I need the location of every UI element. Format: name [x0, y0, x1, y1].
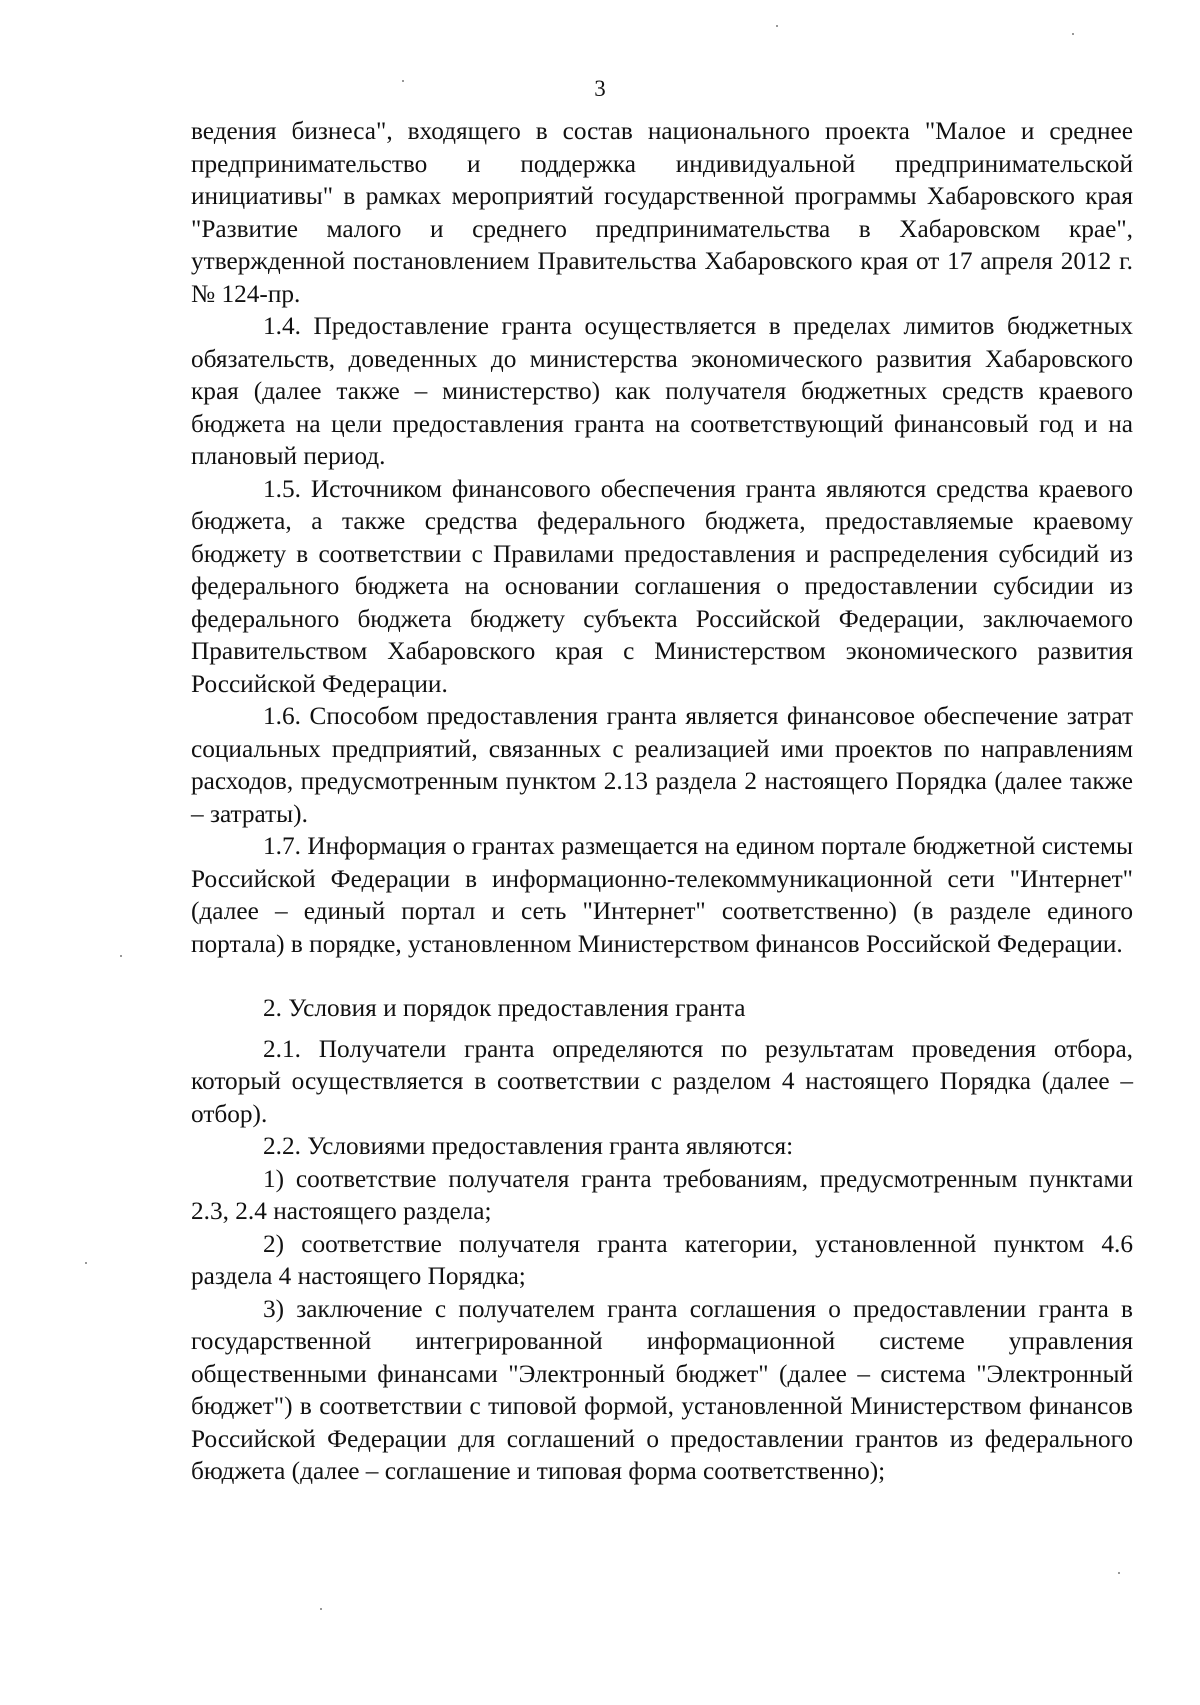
list-item-2: 2) соответствие получателя гранта категории, установленной пунктом 4.6 раздела 4 настоящего Порядка;: [191, 1229, 1133, 1290]
document-body: [191, 115, 1133, 1488]
paragraph-1-7: 1.7. Информация о грантах размещается на едином портале бюджетной системы Российской Федерации в информационно-телекоммуникационной сети "Интернет" (далее – единый портал и сеть "Интернет" соответственно) (в разделе единого портала) в порядке, установленном Министерством финансов Российской Федерации.: [191, 832, 1133, 958]
scan-speck: [776, 25, 778, 27]
paragraph-1-5: 1.5. Источником финансового обеспечения гранта являются средства краевого бюджета, а также средства федерального бюджета, предоставляемые краевому бюджету в соответствии с Правилами предоставления и распределения субсидий из федерального бюджета на основании соглашения о предоставлении субсидии из федерального бюджета бюджету субъекта Российской Федерации, заключаемого Правительством Хабаровского края с Министерством экономического развития Российской Федерации.: [191, 474, 1133, 698]
scan-speck: [120, 955, 122, 957]
paragraph-2-1: 2.1. Получатели гранта определяются по результатам проведения отбора, который осуществляется в соответствии с разделом 4 настоящего Порядка (далее – отбор).: [191, 1034, 1133, 1128]
list-item-3: 3) заключение с получателем гранта соглашения о предоставлении гранта в государственной интегрированной информационной системе управления общественными финансами "Электронный бюджет" (далее – система "Электронный бюджет") в соответствии с типовой формой, установленной Министерством финансов Российской Федерации для соглашений о предоставлении грантов из федерального бюджета (далее – соглашение и типовая форма соответственно);: [191, 1294, 1133, 1485]
scan-speck: [1072, 33, 1074, 35]
paragraph-1-6: 1.6. Способом предоставления гранта является финансовое обеспечение затрат социальных предприятий, связанных с реализацией ими проектов по направлениям расходов, предусмотренным пунктом 2.13 раздела 2 настоящего Порядка (далее также – затраты).: [191, 702, 1133, 828]
paragraph-continuation: ведения бизнеса", входящего в состав национального проекта "Малое и среднее предпринимательство и поддержка индивидуальной предпринимательской инициативы" в рамках мероприятий государственной программы Хабаровского края "Развитие малого и среднего предпринимательства в Хабаровском крае", утвержденной постановлением Правительства Хабаровского края от 17 апреля 2012 г. № 124-пр.: [191, 117, 1133, 308]
list-item-1: 1) соответствие получателя гранта требованиям, предусмотренным пунктами 2.3, 2.4 настоящего раздела;: [191, 1164, 1133, 1225]
paragraph-1-4: 1.4. Предоставление гранта осуществляется в пределах лимитов бюджетных обязательств, доведенных до министерства экономического развития Хабаровского края (далее также – министерство) как получателя бюджетных средств краевого бюджета на цели предоставления гранта на соответствующий финансовый год и на плановый период.: [191, 312, 1133, 470]
paragraph-2-2: 2.2. Условиями предоставления гранта являются:: [263, 1132, 794, 1160]
scan-speck: [85, 1262, 87, 1264]
scan-speck: [320, 1608, 322, 1610]
scan-speck: [402, 80, 404, 82]
scan-speck: [1118, 1572, 1120, 1574]
section-heading: 2. Условия и порядок предоставления гранта: [263, 994, 746, 1022]
page-number: 3: [594, 76, 606, 101]
